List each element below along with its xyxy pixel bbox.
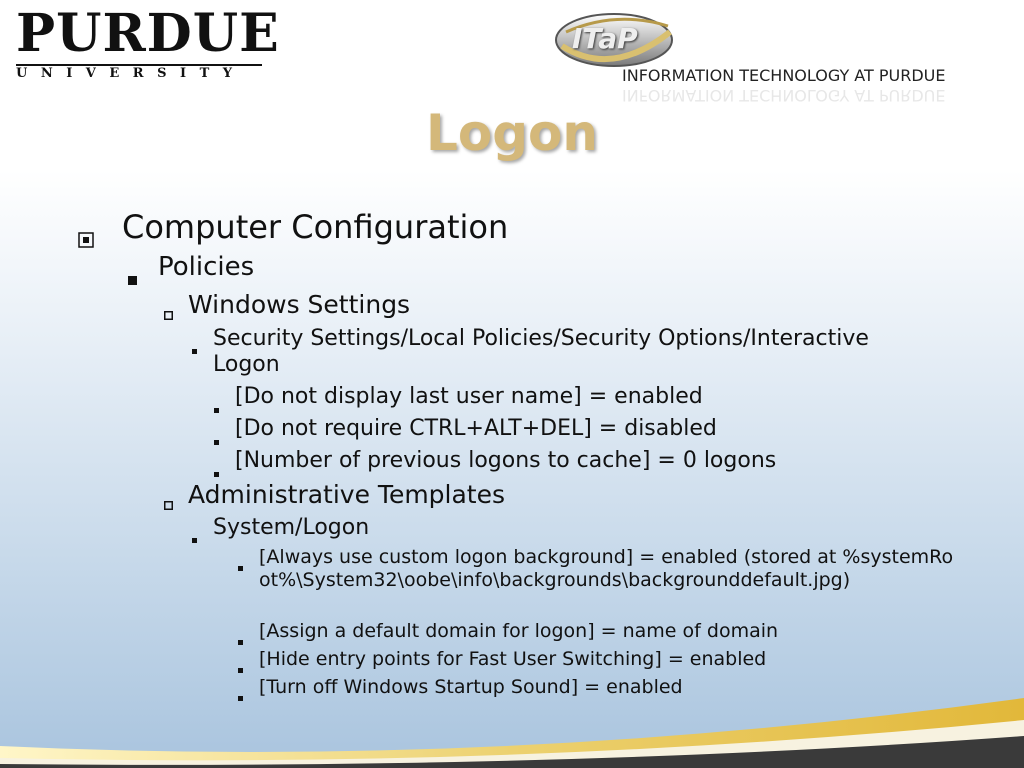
- list-item-text: Policies: [158, 252, 255, 282]
- list-item: [78, 208, 508, 256]
- purdue-university-label: UNIVERSITY: [16, 66, 246, 81]
- list-item: [128, 252, 254, 292]
- list-item: [214, 384, 703, 419]
- list-item: [164, 480, 505, 516]
- itap-tagline-reflection: INFORMATION TECHNOLOGY AT PURDUE: [622, 86, 946, 105]
- bullet-icon: [192, 335, 213, 361]
- slide-title: Logon: [426, 104, 598, 162]
- list-item: [238, 620, 778, 651]
- purdue-rule: [16, 64, 262, 66]
- list-item-text: [Do not display last user name] = enabled: [235, 384, 703, 409]
- list-item-text: [Do not require CTRL+ALT+DEL] = disabled: [235, 416, 717, 441]
- bullet-icon: [238, 554, 259, 577]
- list-item-text: [Assign a default domain for logon] = name of domain: [259, 620, 779, 642]
- itap-tagline: INFORMATION TECHNOLOGY AT PURDUE: [622, 66, 946, 85]
- purdue-wordmark: PURDUE: [16, 3, 280, 64]
- list-item-text: Security Settings/Local Policies/Security Options/Interactive Logon: [213, 326, 869, 377]
- list-item-text: [Number of previous logons to cache] = 0 logons: [235, 448, 777, 473]
- bullet-icon: [128, 262, 158, 292]
- purdue-logo: [16, 3, 280, 81]
- itap-logo: [552, 8, 1012, 108]
- footer-swoosh-decoration: [0, 658, 1024, 768]
- list-item: [192, 515, 369, 550]
- bullet-icon: [164, 297, 188, 326]
- list-item: [238, 546, 958, 592]
- list-item: [192, 326, 932, 378]
- list-item-text: [Hide entry points for Fast User Switching] = enabled: [259, 648, 767, 670]
- list-item: [214, 448, 776, 483]
- list-item-text: [Turn off Windows Startup Sound] = enabled: [259, 676, 683, 698]
- list-item-text: [Always use custom logon background] = enabled (stored at %systemRoot%\System32\oobe\info\backgrounds\backgrounddefault.jpg): [259, 546, 954, 591]
- list-item-text: Computer Configuration: [122, 208, 509, 246]
- list-item: [214, 416, 717, 451]
- list-item-text: Windows Settings: [188, 290, 411, 319]
- bullet-icon: [164, 487, 188, 516]
- list-item-text: Administrative Templates: [188, 480, 506, 509]
- bullet-icon: [78, 218, 122, 256]
- bullet-icon: [192, 524, 213, 550]
- itap-logo-text: ITaP: [572, 22, 638, 55]
- list-item-text: System/Logon: [213, 515, 370, 540]
- list-item: [164, 290, 410, 326]
